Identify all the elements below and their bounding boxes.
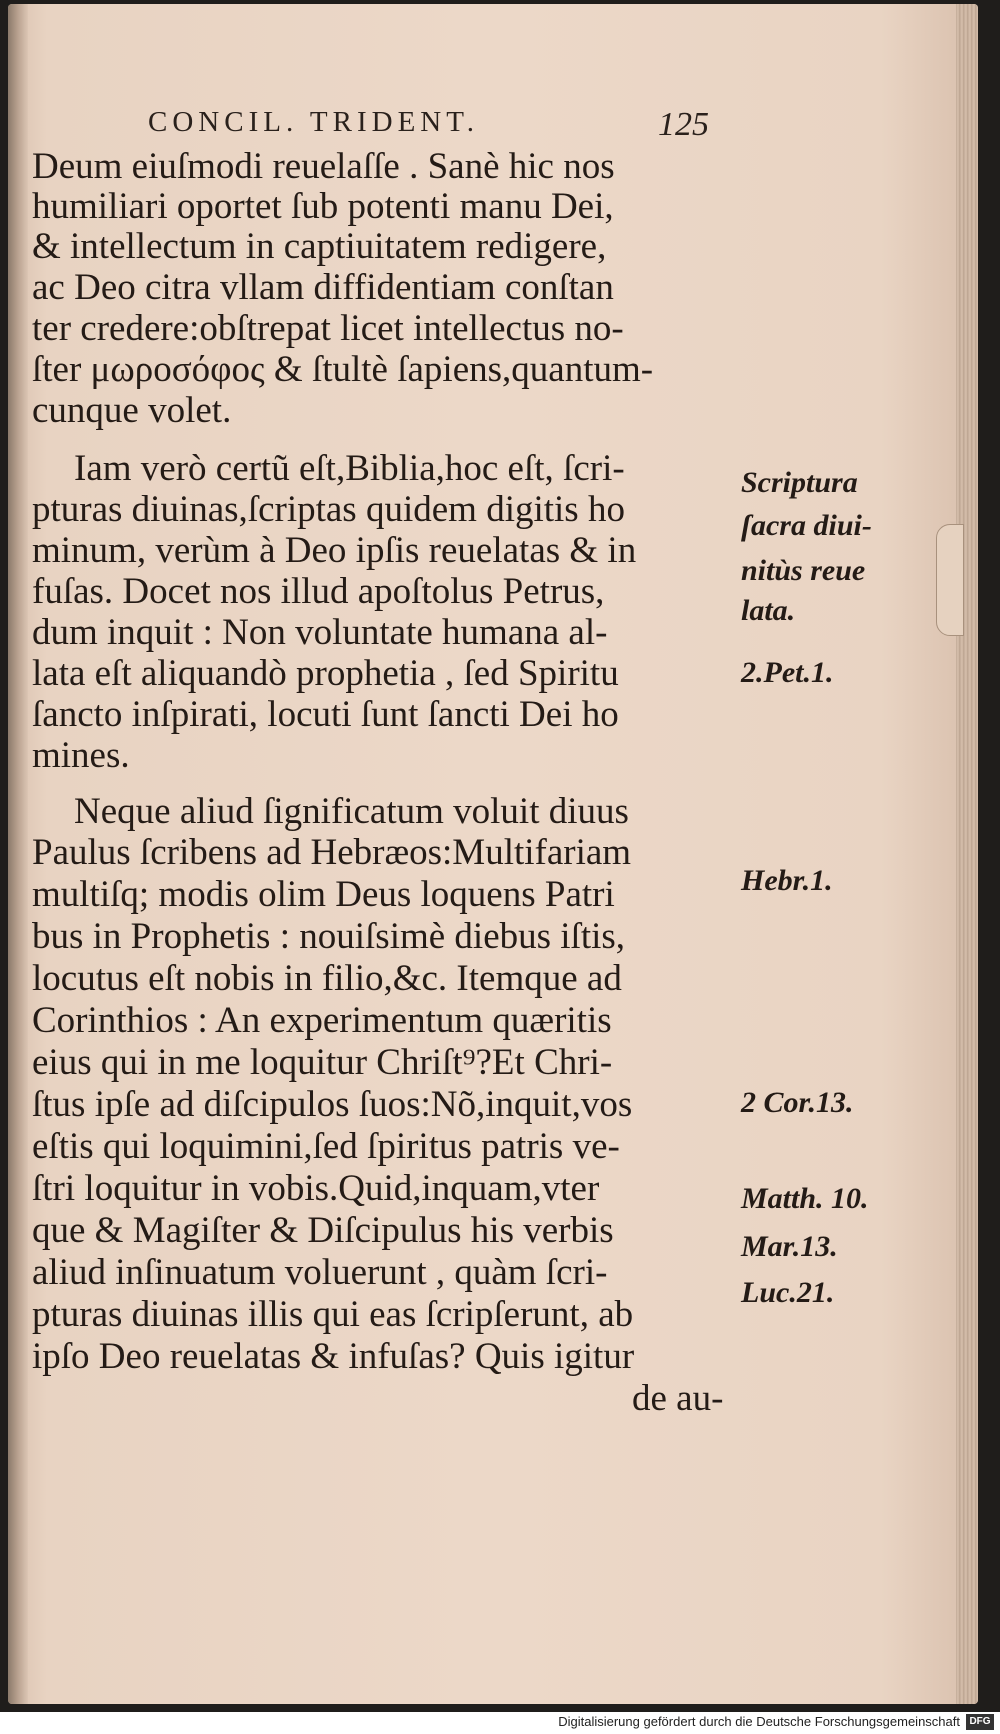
text-line: humiliari oportet ſub potenti manu Dei, bbox=[32, 186, 614, 227]
page-fore-edge bbox=[956, 4, 978, 1704]
text-line: fuſas. Docet nos illud apoſtolus Petrus, bbox=[32, 571, 605, 612]
text-line: pturas diuinas illis qui eas ſcripſerunt, ab bbox=[32, 1294, 634, 1335]
margin-note: Luc.21. bbox=[741, 1276, 835, 1309]
text-line: ſter μωρoσόφος & ſtultè ſapiens,quantum- bbox=[32, 349, 654, 390]
margin-note: lata. bbox=[741, 594, 796, 627]
text-line: ſancto inſpirati, locuti ſunt ſancti Dei ho bbox=[32, 694, 619, 735]
text-line: Corinthios : An experimentum quæritis bbox=[32, 1000, 612, 1041]
text-line: pturas diuinas,ſcriptas quidem digitis ho bbox=[32, 489, 625, 530]
text-line: bus in Prophetis : nouiſsimè diebus iſtis, bbox=[32, 916, 626, 957]
margin-note: 2 Cor.13. bbox=[741, 1086, 854, 1119]
text-line: eius qui in me loquitur Chriſt⁹?Et Chri- bbox=[32, 1042, 613, 1083]
footer-bar bbox=[0, 1712, 1000, 1734]
margin-note: ſacra diui- bbox=[741, 509, 872, 542]
text-line: eſtis qui loquimini,ſed ſpiritus patris ve- bbox=[32, 1126, 620, 1167]
margin-note: 2.Pet.1. bbox=[741, 656, 834, 689]
text-line: Neque aliud ſignificatum voluit diuus bbox=[74, 791, 629, 832]
margin-note: Hebr.1. bbox=[741, 864, 833, 897]
text-line: Iam verò certũ eſt,Biblia,hoc eſt, ſcri- bbox=[74, 448, 625, 489]
text-line: ac Deo citra vllam diffidentiam conſtan bbox=[32, 267, 614, 308]
text-line: minum, verùm à Deo ipſis reuelatas & in bbox=[32, 530, 637, 571]
text-line: locutus eſt nobis in filio,&c. Itemque ad bbox=[32, 958, 622, 999]
catchword: de au- bbox=[632, 1378, 724, 1419]
margin-note: Scriptura bbox=[741, 466, 858, 499]
digitization-credit: Digitalisierung gefördert durch die Deutsche Forschungsgemeinschaft bbox=[558, 1714, 960, 1729]
text-line: aliud inſinuatum voluerunt , quàm ſcri- bbox=[32, 1252, 608, 1293]
text-line: cunque volet. bbox=[32, 390, 232, 431]
margin-note: Mar.13. bbox=[741, 1230, 838, 1263]
text-line: Paulus ſcribens ad Hebræos:Multifariam bbox=[32, 832, 632, 873]
text-line: mines. bbox=[32, 735, 130, 776]
text-line: multiſq; modis olim Deus loquens Patri bbox=[32, 874, 615, 915]
margin-note: nitùs reue bbox=[741, 554, 866, 587]
text-line: que & Magiſter & Diſcipulus his verbis bbox=[32, 1210, 614, 1251]
running-head: CONCIL. TRIDENT. bbox=[148, 106, 480, 138]
page-number: 125 bbox=[658, 106, 709, 143]
text-line: lata eſt aliquandò prophetia , ſed Spiritu bbox=[32, 653, 619, 694]
text-line: ſtus ipſe ad diſcipulos ſuos:Nõ,inquit,vos bbox=[32, 1084, 633, 1125]
text-line: ter credere:obſtrepat licet intellectus no- bbox=[32, 308, 624, 349]
book-page bbox=[8, 4, 978, 1704]
page-gutter bbox=[8, 4, 28, 1704]
page-tab bbox=[936, 524, 964, 636]
text-line: dum inquit : Non voluntate humana al- bbox=[32, 612, 608, 653]
text-line: ipſo Deo reuelatas & infuſas? Quis igitur bbox=[32, 1336, 635, 1377]
text-line: ſtri loquitur in vobis.Quid,inquam,vter bbox=[32, 1168, 600, 1209]
margin-note: Matth. 10. bbox=[741, 1182, 869, 1215]
dfg-logo: DFG bbox=[966, 1714, 994, 1730]
text-line: Deum eiuſmodi reuelaſſe . Sanè hic nos bbox=[32, 146, 615, 187]
text-line: & intellectum in captiuitatem redigere, bbox=[32, 226, 607, 267]
